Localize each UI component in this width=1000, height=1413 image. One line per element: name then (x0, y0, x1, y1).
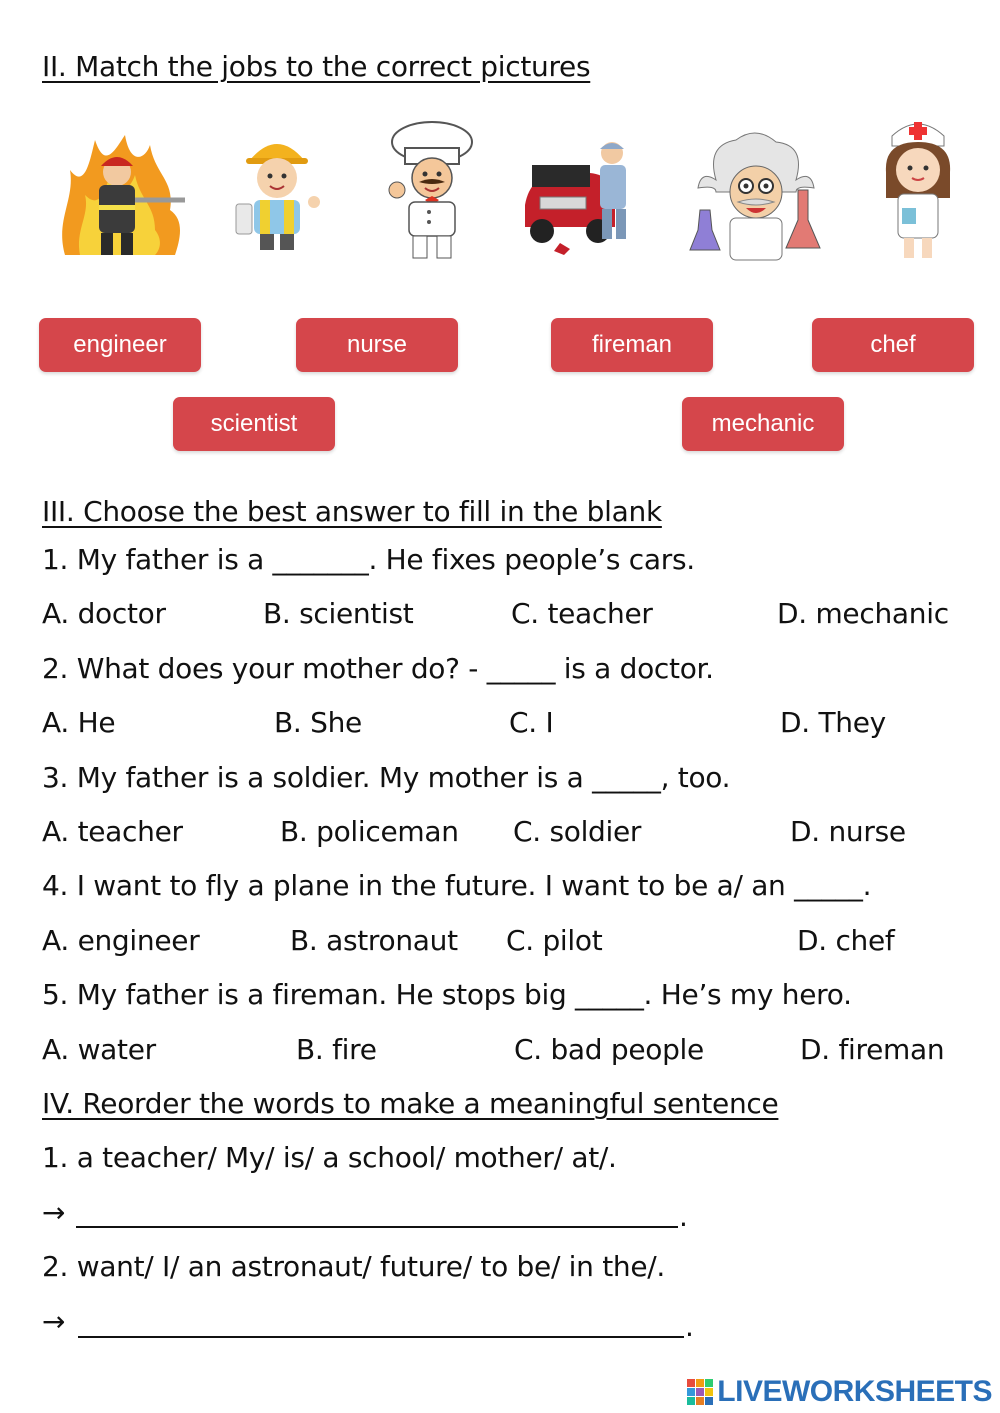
tag-engineer[interactable]: engineer (39, 318, 201, 372)
question-2: 2. What does your mother do? - _____ is a doctor. (42, 652, 714, 685)
q5-option-d[interactable]: D. fireman (800, 1033, 945, 1066)
q5-option-a[interactable]: A. water (42, 1033, 156, 1066)
q1-option-c[interactable]: C. teacher (511, 597, 653, 630)
tag-scientist[interactable]: scientist (173, 397, 335, 451)
answer-end-2: . (685, 1310, 694, 1343)
tag-fireman[interactable]: fireman (551, 318, 713, 372)
q3-option-d[interactable]: D. nurse (790, 815, 906, 848)
question-5: 5. My father is a fireman. He stops big _____. He’s my hero. (42, 978, 852, 1011)
q2-option-b[interactable]: B. She (274, 706, 362, 739)
q1-option-b[interactable]: B. scientist (263, 597, 414, 630)
logo-text: LIVEWORKSHEETS (717, 1375, 992, 1408)
reorder-prompt-2: 2. want/ I/ an astronaut/ future/ to be/ in the/. (42, 1250, 665, 1283)
q3-option-b[interactable]: B. policeman (280, 815, 459, 848)
q4-option-c[interactable]: C. pilot (506, 924, 603, 957)
q3-option-c[interactable]: C. soldier (513, 815, 642, 848)
arrow-icon: → (42, 1305, 66, 1338)
q5-option-b[interactable]: B. fire (296, 1033, 377, 1066)
fireman-picture (55, 130, 190, 264)
arrow-icon: → (42, 1196, 66, 1229)
q1-option-a[interactable]: A. doctor (42, 597, 166, 630)
section-2-title: II. Match the jobs to the correct pictures (42, 50, 591, 83)
q4-option-d[interactable]: D. chef (797, 924, 895, 957)
tag-chef[interactable]: chef (812, 318, 974, 372)
engineer-picture (232, 128, 327, 257)
nurse-picture (878, 112, 958, 266)
chef-picture (385, 120, 480, 266)
liveworksheets-logo (687, 1375, 992, 1409)
answer-end-1: . (679, 1200, 688, 1233)
section-4-title: IV. Reorder the words to make a meaningful sentence (42, 1087, 779, 1120)
q3-option-a[interactable]: A. teacher (42, 815, 183, 848)
q2-option-c[interactable]: C. I (509, 706, 554, 739)
logo-grid-icon (687, 1379, 713, 1405)
q2-option-a[interactable]: A. He (42, 706, 116, 739)
q4-option-b[interactable]: B. astronaut (290, 924, 458, 957)
section-3-title: III. Choose the best answer to fill in the blank (42, 495, 662, 528)
mechanic-picture (520, 135, 640, 264)
q5-option-c[interactable]: C. bad people (514, 1033, 704, 1066)
q2-option-d[interactable]: D. They (780, 706, 886, 739)
question-3: 3. My father is a soldier. My mother is a _____, too. (42, 761, 731, 794)
tag-mechanic[interactable]: mechanic (682, 397, 844, 451)
reorder-prompt-1: 1. a teacher/ My/ is/ a school/ mother/ at/. (42, 1141, 617, 1174)
tag-nurse[interactable]: nurse (296, 318, 458, 372)
question-1: 1. My father is a _______. He fixes people’s cars. (42, 543, 695, 576)
scientist-picture (686, 130, 826, 269)
q1-option-d[interactable]: D. mechanic (777, 597, 949, 630)
q4-option-a[interactable]: A. engineer (42, 924, 200, 957)
question-4: 4. I want to fly a plane in the future. I want to be a/ an _____. (42, 869, 872, 902)
answer-line-2[interactable] (78, 1336, 684, 1338)
answer-line-1[interactable] (76, 1226, 678, 1228)
